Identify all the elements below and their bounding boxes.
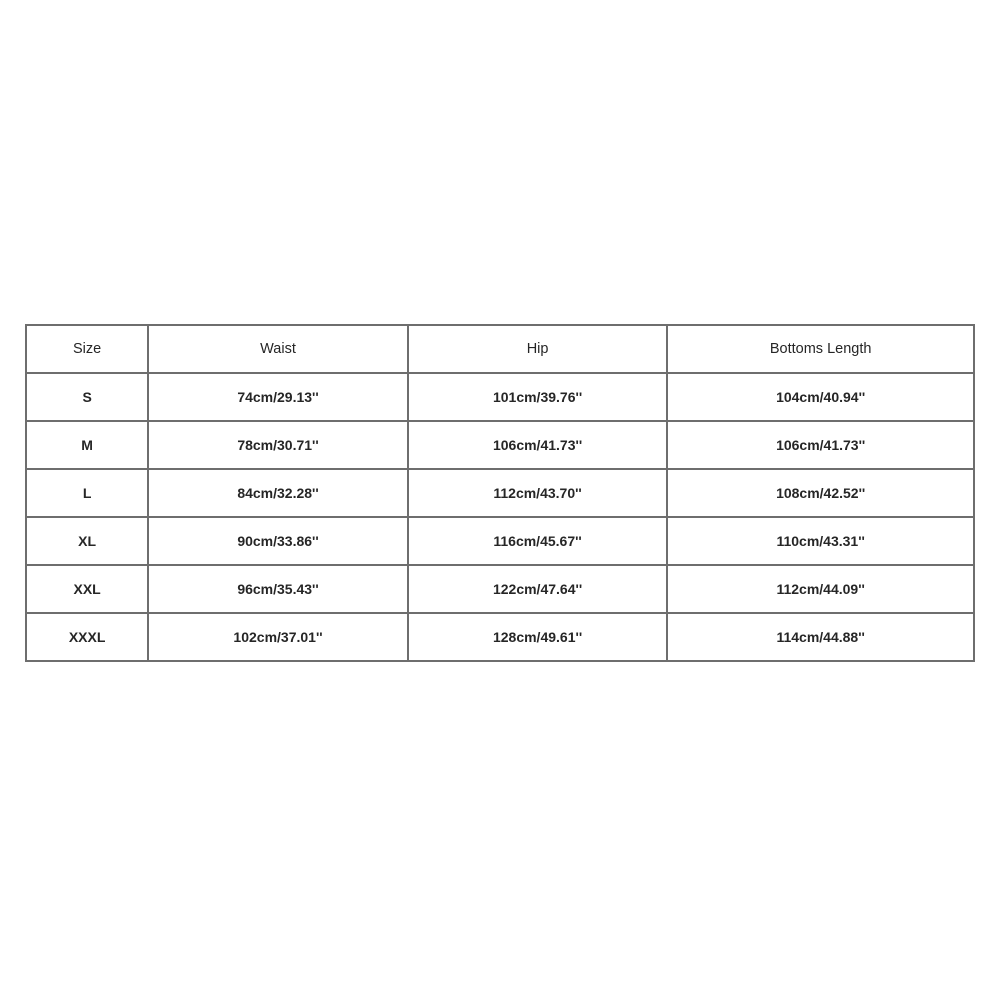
waist-cell: 96cm/35.43'' [148, 565, 408, 613]
table-row [26, 517, 974, 565]
waist-cell: 90cm/33.86'' [148, 517, 408, 565]
table-row [26, 421, 974, 469]
size-cell: M [26, 421, 148, 469]
size-chart-table [25, 324, 975, 662]
bottoms-length-cell: 104cm/40.94'' [667, 373, 974, 421]
header-size: Size [26, 325, 148, 373]
waist-cell: 78cm/30.71'' [148, 421, 408, 469]
size-cell: XXXL [26, 613, 148, 661]
header-waist: Waist [148, 325, 408, 373]
hip-cell: 128cm/49.61'' [408, 613, 668, 661]
hip-cell: 116cm/45.67'' [408, 517, 668, 565]
table-row [26, 565, 974, 613]
size-cell: XXL [26, 565, 148, 613]
waist-cell: 84cm/32.28'' [148, 469, 408, 517]
waist-cell: 102cm/37.01'' [148, 613, 408, 661]
table-row [26, 613, 974, 661]
size-cell: S [26, 373, 148, 421]
header-bottoms-length: Bottoms Length [667, 325, 974, 373]
size-cell: XL [26, 517, 148, 565]
bottoms-length-cell: 112cm/44.09'' [667, 565, 974, 613]
table-header-row [26, 325, 974, 373]
size-cell: L [26, 469, 148, 517]
bottoms-length-cell: 106cm/41.73'' [667, 421, 974, 469]
hip-cell: 101cm/39.76'' [408, 373, 668, 421]
header-hip: Hip [408, 325, 668, 373]
hip-cell: 106cm/41.73'' [408, 421, 668, 469]
hip-cell: 112cm/43.70'' [408, 469, 668, 517]
bottoms-length-cell: 114cm/44.88'' [667, 613, 974, 661]
table-row [26, 469, 974, 517]
table-row [26, 373, 974, 421]
hip-cell: 122cm/47.64'' [408, 565, 668, 613]
bottoms-length-cell: 110cm/43.31'' [667, 517, 974, 565]
bottoms-length-cell: 108cm/42.52'' [667, 469, 974, 517]
waist-cell: 74cm/29.13'' [148, 373, 408, 421]
